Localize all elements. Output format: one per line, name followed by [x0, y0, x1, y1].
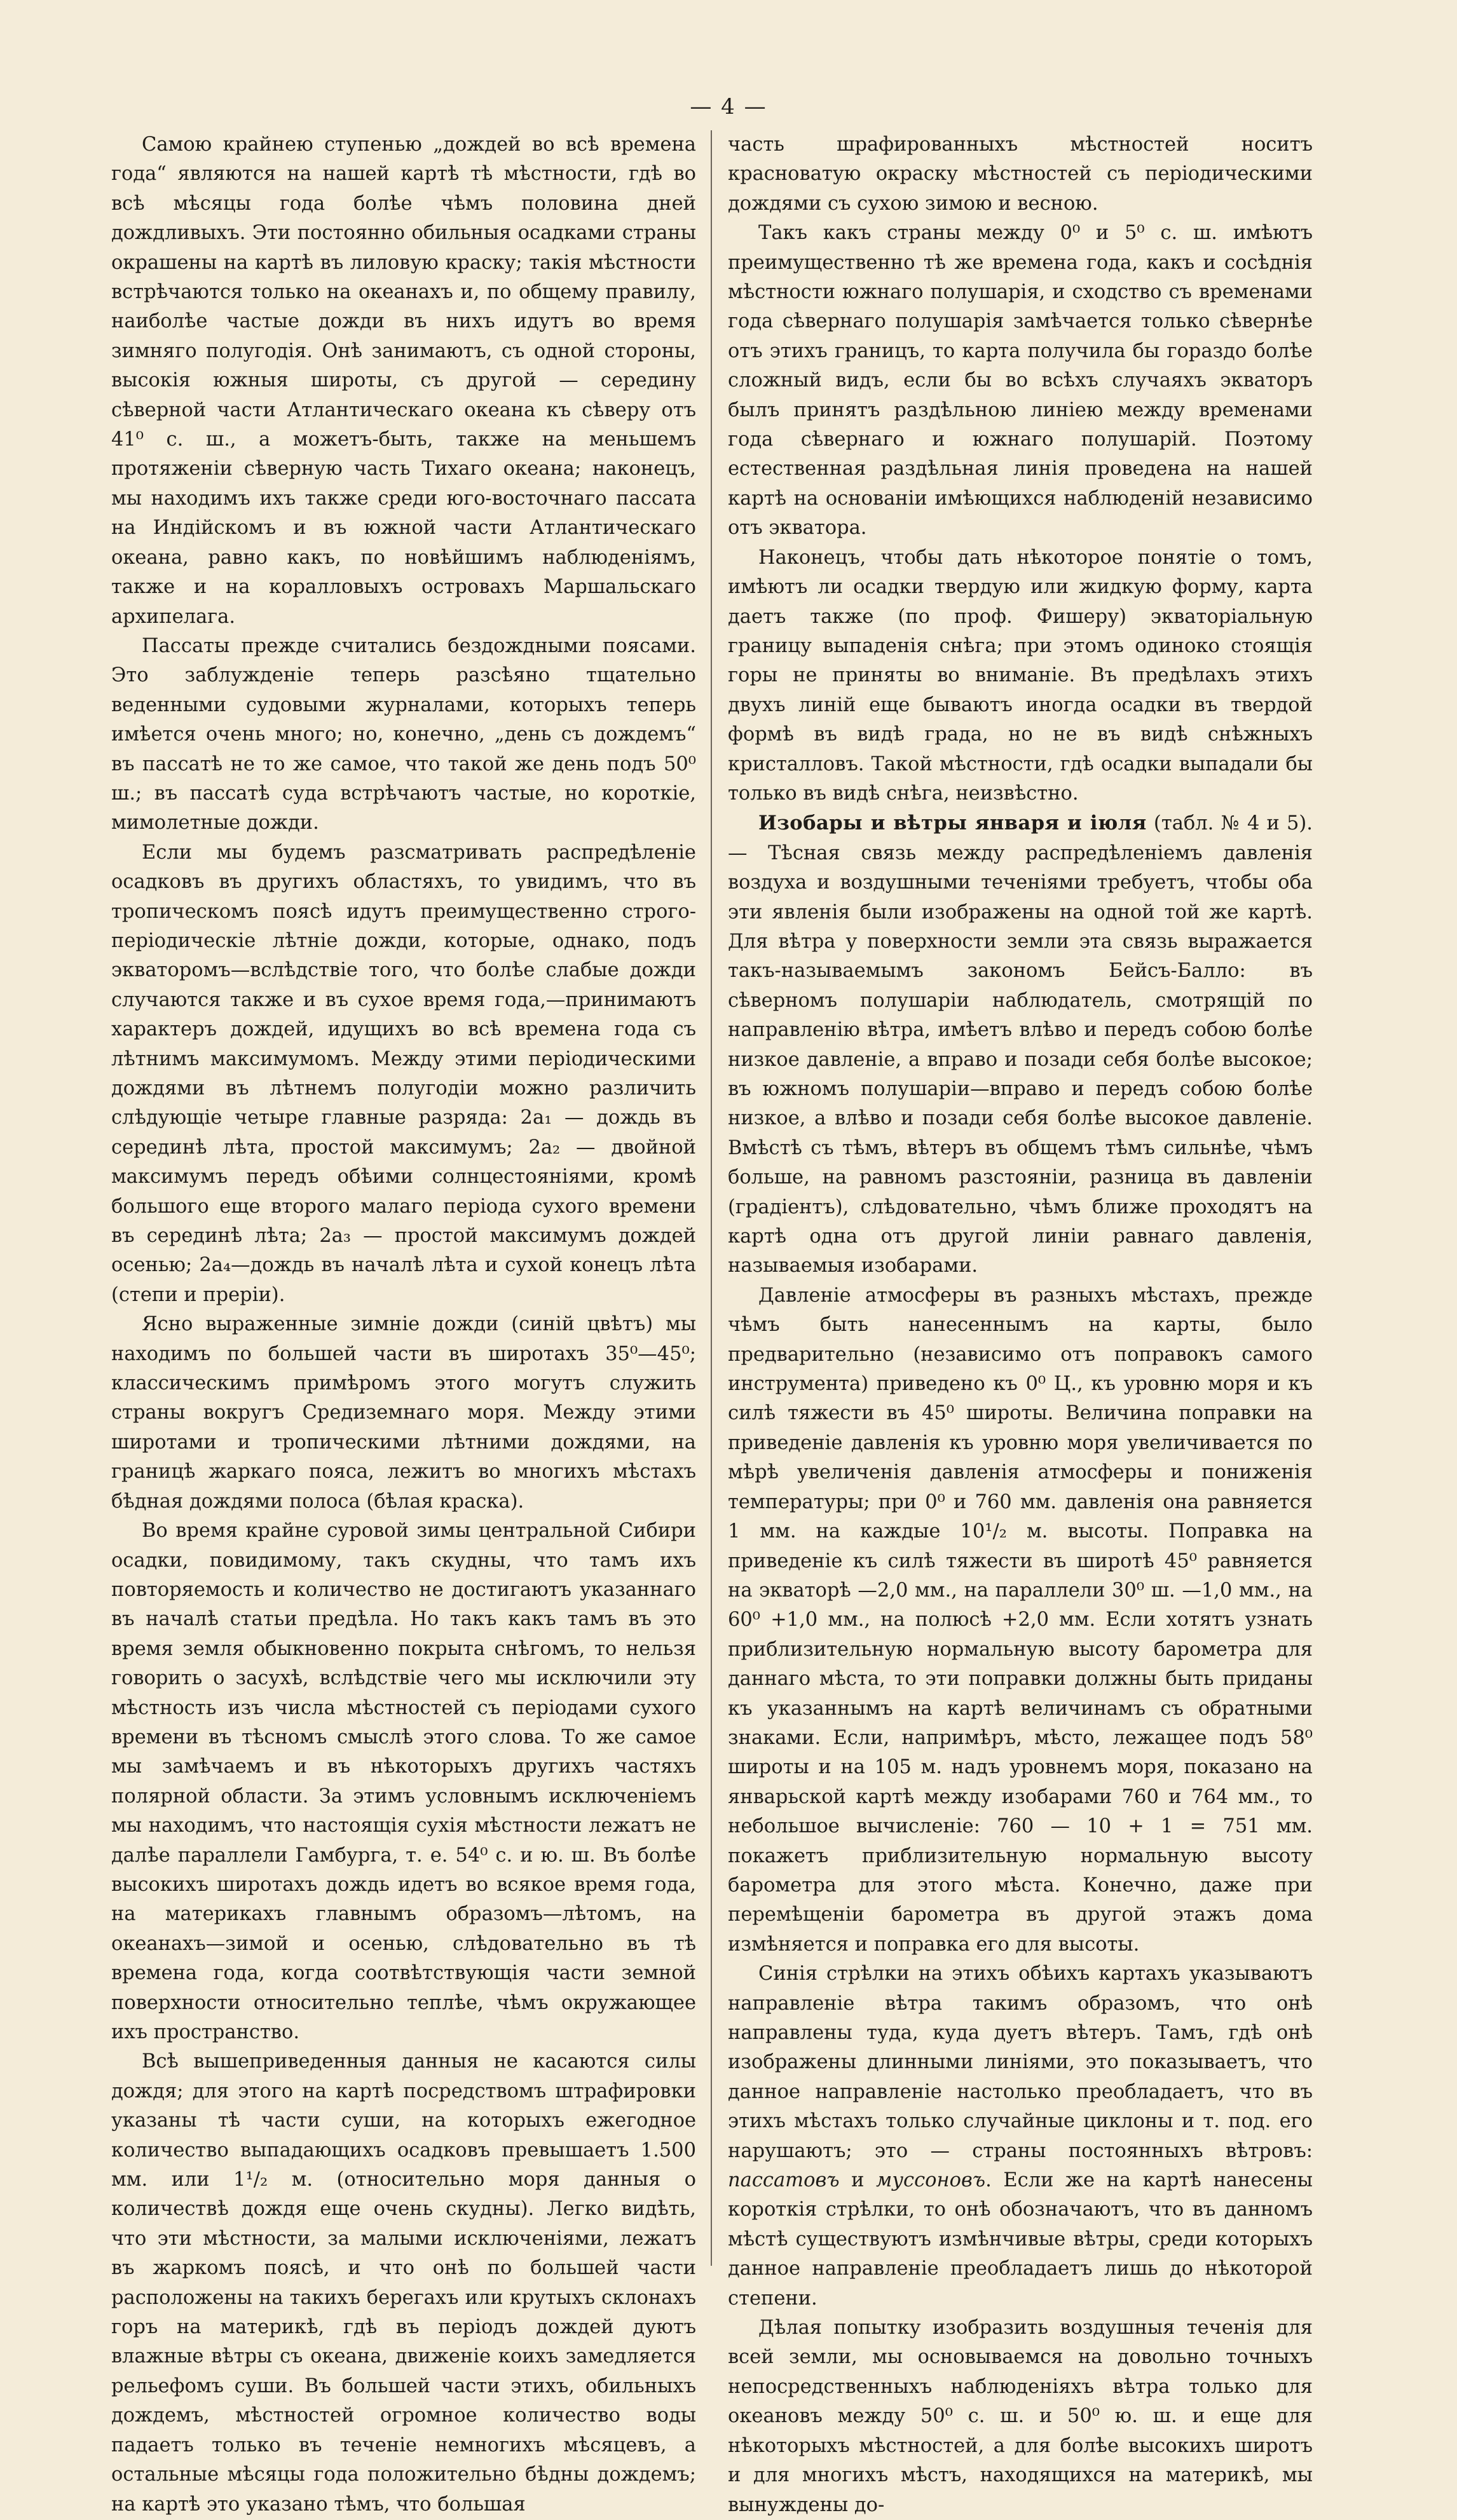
paragraph-rainy-regions: Самою крайнею ступенью „дождей во всѣ времена года“ являются на нашей картѣ тѣ мѣстности, гдѣ во всѣ мѣсяцы года болѣе чѣмъ половина дней дождливыхъ. Эти постоянно обильныя осадками страны окрашены на картѣ въ лиловую краску; такія мѣстности встрѣчаются только на океанахъ и, по общему правилу, наиболѣе частые дожди въ нихъ идутъ во время зимняго полугодія. Онѣ занимаютъ, съ одной стороны, высокія южныя широты, съ другой — середину сѣверной части Атлантическаго океана къ сѣверу отъ 41⁰ с. ш., а можетъ-быть, также на меньшемъ протяженіи сѣверную часть Тихаго океана; наконецъ, мы находимъ ихъ также среди юго-восточнаго пассата на Индійскомъ и въ южной части Атлантическаго океана, равно какъ, по новѣйшимъ наблюденіямъ, также и на коралловыхъ островахъ Маршальскаго архипелага. — [111, 133, 696, 628]
paragraph-pressure: Давленіе атмосферы въ разныхъ мѣстахъ, прежде чѣмъ быть нанесеннымъ на карты, было предварительно (независимо отъ поправокъ самого инструмента) приведено къ 0⁰ Ц., къ уровню моря и къ силѣ тяжести въ 45⁰ широты. Величина поправки на приведеніе давленія къ уровню моря увеличивается по мѣрѣ увеличенія давленія атмосферы и пониженія температуры; при 0⁰ и 760 мм. давленія она равняется 1 мм. на каждые 10¹/₂ м. высоты. Поправка на приведеніе къ силѣ тяжести въ широтѣ 45⁰ равняется на экваторѣ —2,0 мм., на параллели 30⁰ ш. —1,0 мм., на 60⁰ +1,0 мм., на полюсѣ +2,0 мм. Если хотятъ узнать приблизительную нормальную высоту барометра для даннаго мѣста, то эти поправки должны быть приданы къ указаннымъ на картѣ величинамъ съ обратными знаками. Если, напримѣръ, мѣсто, лежащее подъ 58⁰ широты и на 105 м. надъ уровнемъ моря, показано на январьской картѣ между изобарами 760 и 764 мм., то небольшое вычисленіе: 760 — 10 + 1 = 751 мм. покажетъ приблизительную нормальную высоту барометра для этого мѣста. Конечно, даже при перемѣщеніи барометра въ другой этажъ дома измѣняется и поправка его для высоты. — [728, 1284, 1313, 1956]
paragraph-continuation: часть шрафированныхъ мѣстностей носитъ красноватую окраску мѣстностей съ періодическими дождями съ сухою зимою и весною. — [728, 133, 1313, 215]
left-column — [111, 130, 696, 2519]
paragraph-arrows — [728, 1959, 1313, 2313]
isobars-body: (табл. № 4 и 5).— Тѣсная связь между распредѣленіемъ давленія воздуха и воздушными теченіями требуетъ, чтобы оба эти явленія были изображены на одной той же картѣ. Для вѣтра у поверхности земли эта связь выражается такъ-называемымъ закономъ Бейсъ-Балло: въ сѣверномъ полушаріи наблюдатель, смотрящій по направленію вѣтра, имѣетъ влѣво и передъ собою болѣе низкое давленіе, а вправо и позади себя болѣе высокое; въ южномъ полушаріи—вправо и передъ собою болѣе низкое, а влѣво и позади себя болѣе высокое давленіе. Вмѣстѣ съ тѣмъ, вѣтеръ въ общемъ тѣмъ сильнѣе, чѣмъ больше, на равномъ разстояніи, разница въ давленіи (градіентъ), слѣдовательно, чѣмъ ближе проходятъ на картѣ одна отъ другой линіи равнаго давленія, называемыя изобарами. — [728, 812, 1313, 1277]
paragraph-isobars — [728, 808, 1313, 1281]
arrows-text-a: Синія стрѣлки на этихъ обѣихъ картахъ указываютъ направленіе вѣтра такимъ образомъ, что онѣ направлены туда, куда дуетъ вѣтеръ. Тамъ, гдѣ онѣ изображены длинными линіями, это показываетъ, что данное направленіе настолько преобладаетъ, что въ этихъ мѣстахъ только случайные циклоны и т. под. его нарушаютъ; это — страны постоянныхъ вѣтровъ: — [728, 1963, 1313, 2162]
paragraph-winter-rains: Ясно выраженные зимніе дожди (синій цвѣтъ) мы находимъ по большей части въ широтахъ 35⁰—45⁰; классическимъ примѣромъ этого могутъ служить страны вокругъ Средиземнаго моря. Между этими широтами и тропическими лѣтними дождями, на границѣ жаркаго пояса, лежитъ во многихъ мѣстахъ бѣдная дождями полоса (бѣлая краска). — [111, 1313, 696, 1513]
paragraph-equator: Такъ какъ страны между 0⁰ и 5⁰ с. ш. имѣютъ преимущественно тѣ же времена года, какъ и сосѣднія мѣстности южнаго полушарія, и сходство съ временами года сѣвернаго полушарія замѣчается только сѣвернѣе отъ этихъ границъ, то карта получила бы гораздо болѣе сложный видъ, если бы во всѣхъ случаяхъ экваторъ былъ принятъ раздѣльною линіею между временами года сѣвернаго и южнаго полушарій. Поэтому естественная раздѣльная линія проведена на нашей картѣ на основаніи имѣющихся наблюденій независимо отъ экватора. — [728, 222, 1313, 540]
paragraph-rain-intensity: Всѣ вышеприведенныя данныя не касаются силы дождя; для этого на картѣ посредствомъ штрафировки указаны тѣ части суши, на которыхъ ежегодное количество выпадающихъ осадковъ превышаетъ 1.500 мм. или 1¹/₂ м. (относительно моря данныя о количествѣ дождя еще очень скудны). Легко видѣть, что эти мѣстности, за малыми исключеніями, лежатъ въ жаркомъ поясѣ, и что онѣ по большей части расположены на такихъ берегахъ или крутыхъ склонахъ горъ на материкѣ, гдѣ въ періодъ дождей дуютъ влажные вѣтры съ океана, движеніе коихъ замедляется рельефомъ суши. Въ большей части этихъ, обильныхъ дождемъ, мѣстностей огромное количество воды падаетъ только въ теченіе немногихъ мѣсяцевъ, а остальные мѣсяцы года положительно бѣдны дождемъ; на картѣ это указано тѣмъ, что большая — [111, 2050, 696, 2516]
column-divider — [711, 130, 712, 2266]
paragraph-siberia: Во время крайне суровой зимы центральной Сибири осадки, повидимому, такъ скудны, что тамъ ихъ повторяемость и количество не достигаютъ указаннаго въ началѣ статьи предѣла. Но такъ какъ тамъ въ это время земля обыкновенно покрыта снѣгомъ, то нельзя говорить о засухѣ, вслѣдствіе чего мы исключили эту мѣстность изъ числа мѣстностей съ періодами сухого времени въ тѣсномъ смыслѣ этого слова. То же самое мы замѣчаемъ и въ нѣкоторыхъ другихъ частяхъ полярной области. За этимъ условнымъ исключеніемъ мы находимъ, что настоящія сухія мѣстности лежатъ не далѣе параллели Гамбурга, т. е. 54⁰ с. и ю. ш. Въ болѣе высокихъ широтахъ дождь идетъ во всякое время года, на материкахъ главнымъ образомъ—лѣтомъ, на океанахъ—зимой и осенью, слѣдовательно въ тѣ времена года, когда соотвѣтствующія части земной поверхности относительно теплѣе, чѣмъ окружающее ихъ пространство. — [111, 1520, 696, 2043]
paragraph-snow: Наконецъ, чтобы дать нѣкоторое понятіе о томъ, имѣютъ ли осадки твердую или жидкую форму, карта даетъ также (по проф. Фишеру) экваторіальную границу выпаденія снѣга; при этомъ одиноко стоящія горы не приняты во вниманіе. Въ предѣлахъ этихъ двухъ линій еще бываютъ иногда осадки въ твердой формѣ въ видѣ града, но не въ видѣ снѣжныхъ кристалловъ. Такой мѣстности, гдѣ осадки выпадали бы только въ видѣ снѣга, неизвѣстно. — [728, 546, 1313, 805]
paragraph-air-currents: Дѣлая попытку изобразить воздушныя теченія для всей земли, мы основываемся на довольно точныхъ непосредственныхъ наблюденіяхъ вѣтра только для океановъ между 50⁰ с. ш. и 50⁰ ю. ш. и еще для нѣкоторыхъ мѣстностей, а для болѣе высокихъ широтъ и для многихъ мѣстъ, находящихся на материкѣ, мы вынуждены до- — [728, 2317, 1313, 2516]
term-passat: пассатовъ — [728, 2169, 840, 2192]
term-monsoon: муссоновъ — [876, 2169, 986, 2192]
paragraph-summer-rains: Если мы будемъ разсматривать распредѣленіе осадковъ въ другихъ областяхъ, то увидимъ, что въ тропическомъ поясѣ идутъ преимущественно строго-періодическіе лѣтніе дожди, которые, однако, подъ экваторомъ—вслѣдствіе того, что болѣе слабые дожди случаются также и въ сухое время года,—принимаютъ характеръ дождей, идущихъ во всѣ времена года съ лѣтнимъ максимумомъ. Между этими періодическими дождями въ лѣтнемъ полугодіи можно различить слѣдующіе четыре главные разряда: 2a₁ — дождь въ серединѣ лѣта, простой максимумъ; 2a₂ — двойной максимумъ передъ обѣими солнцестояніями, кромѣ большого еще второго малаго періода сухого времени въ серединѣ лѣта; 2a₃ — простой максимумъ дождей осенью; 2a₄—дождь въ началѣ лѣта и сухой конецъ лѣта (степи и преріи). — [111, 841, 696, 1306]
word-and: и — [839, 2169, 877, 2192]
page-number: — 4 — — [690, 94, 767, 119]
section-heading-isobars: Изобары и вѣтры января и іюля — [758, 812, 1147, 835]
paragraph-trade-winds: Пассаты прежде считались бездождными поясами. Это заблужденіе теперь разсѣяно тщательно веденными судовыми журналами, которыхъ теперь имѣется очень много; но, конечно, „день съ дождемъ“ въ пассатѣ не то же самое, что такой же день подъ 50⁰ ш.; въ пассатѣ суда встрѣчаютъ частые, но короткіе, мимолетные дожди. — [111, 634, 696, 834]
arrows-text-b: . Если же на картѣ нанесены короткія стрѣлки, то онѣ обозначаютъ, что въ данномъ мѣстѣ существуютъ измѣнчивые вѣтры, среди которыхъ данное направленіе преобладаетъ лишь до нѣкоторой степени. — [728, 2169, 1313, 2310]
right-column — [728, 130, 1313, 2520]
